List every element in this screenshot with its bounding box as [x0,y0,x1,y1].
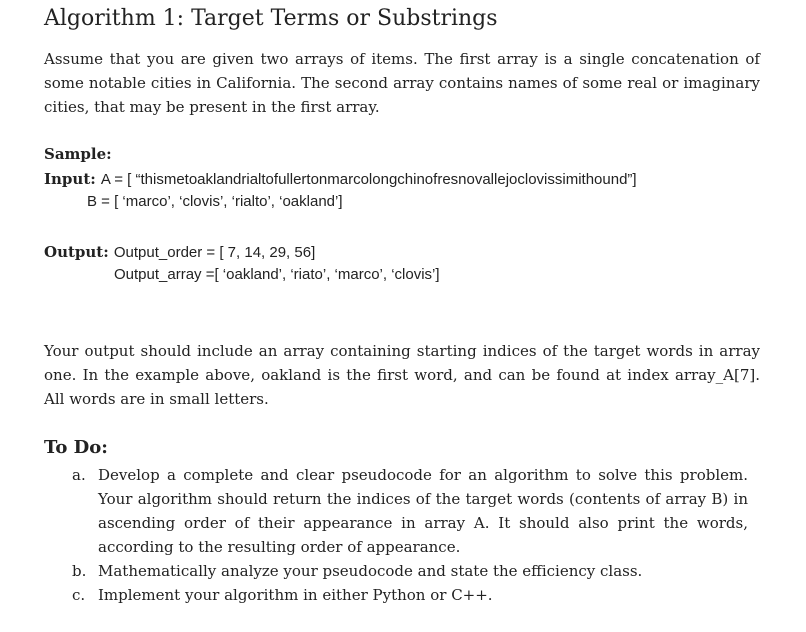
output-array: Output_array =[ ‘oakland’, ‘riato’, ‘marco’, ‘clovis’] [114,266,440,283]
todo-item [72,559,748,583]
todo-item [72,463,748,559]
todo-item-marker: c. [72,586,86,604]
todo-item-text: Develop a complete and clear pseudocode for an algorithm to solve this problem. Your algorithm should return the indices of the target words (contents of array B) in ascending order of their appearance in array A. It should also print the words, according to the resulting order of appearance. [98,466,748,556]
page-title: Algorithm 1: Target Terms or Substrings [44,6,498,31]
output-order: Output_order = [ 7, 14, 29, 56] [113,244,316,261]
todo-list [72,463,748,607]
output-label: Output: [44,243,109,261]
sample-heading: Sample: [44,145,112,163]
todo-item-marker: b. [72,562,87,580]
output-line [44,242,315,261]
todo-item [72,583,748,607]
array-b-definition: B = [ ‘marco’, ‘clovis’, ‘rialto’, ‘oakland’] [87,193,343,210]
input-label: Input: [44,170,96,188]
todo-heading: To Do: [44,437,108,458]
todo-item-marker: a. [72,466,86,484]
output-description: Your output should include an array containing starting indices of the target words in array one. In the example above, oakland is the first word, and can be found at index array_A[7]. All words are in small letters. [44,342,760,408]
todo-item-text: Implement your algorithm in either Python or C++. [98,586,493,604]
array-a-definition: A = [ “thismetoaklandrialtofullertonmarcolongchinofresnovallejoclovissimithound”] [100,171,637,188]
todo-item-text: Mathematically analyze your pseudocode and state the efficiency class. [98,562,643,580]
intro-paragraph: Assume that you are given two arrays of items. The first array is a single concatenation of some notable cities in California. The second array contains names of some real or imaginary cities, that may be present in the first array. [44,50,760,116]
input-line [44,169,637,188]
